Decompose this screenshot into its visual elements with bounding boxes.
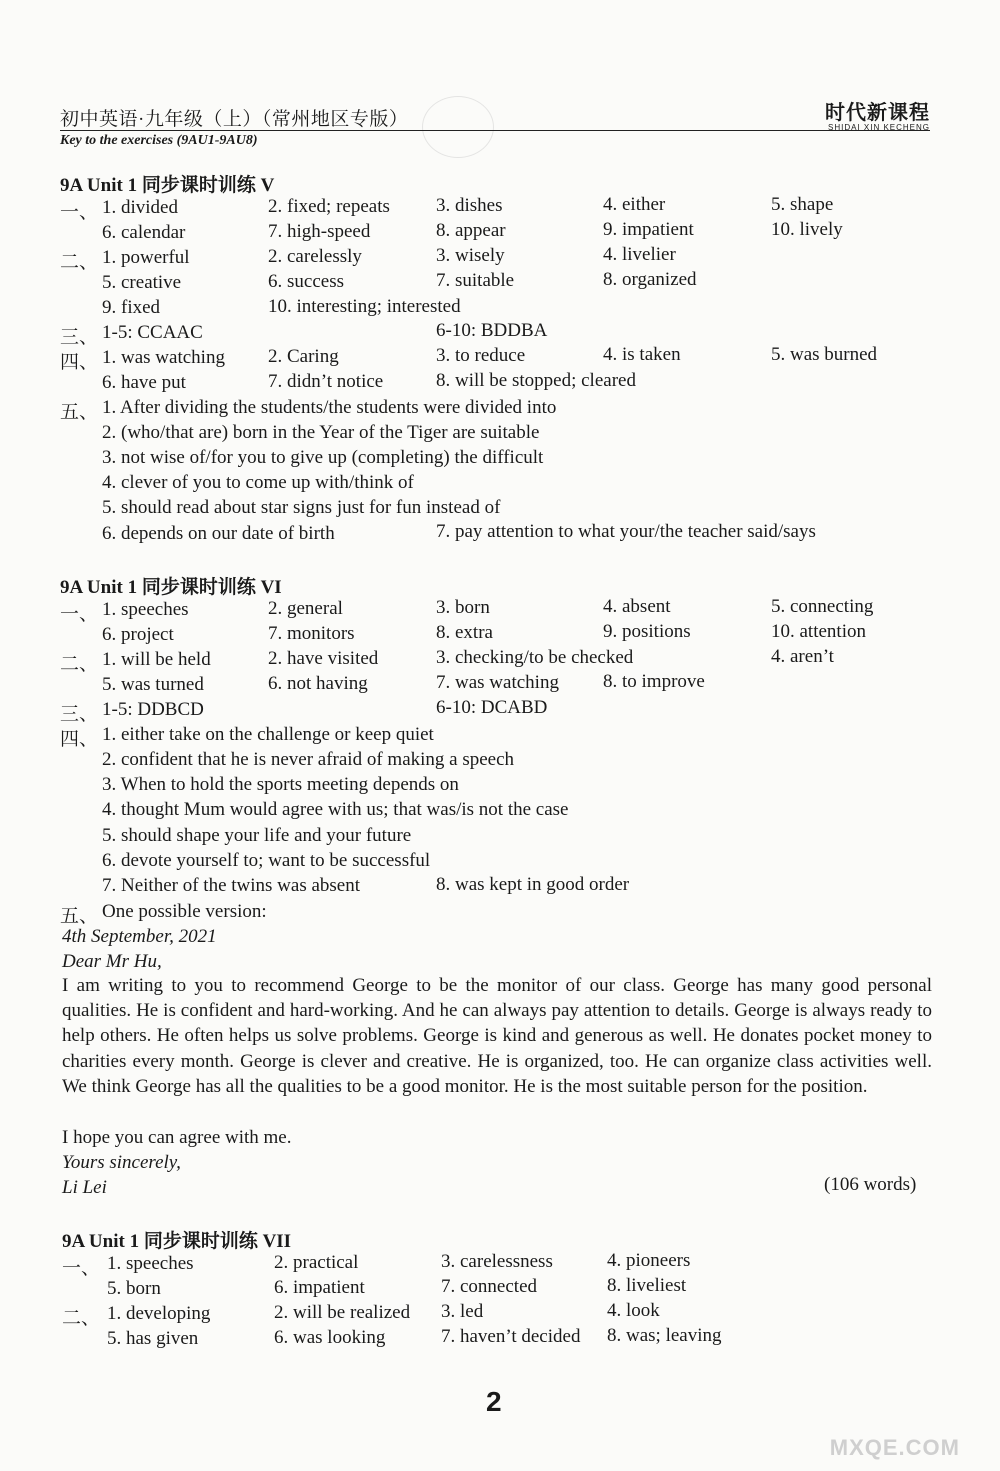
answer-item: 1-5: CCAAC (102, 322, 203, 343)
section-title-vii: 9A Unit 1 同步课时训练 VII (62, 1231, 292, 1252)
header-divider (60, 130, 930, 131)
page-header (60, 100, 930, 132)
section-title-v: 9A Unit 1 同步课时训练 V (60, 175, 275, 196)
brand-logo (825, 96, 930, 132)
answer-item: 8. liveliest (607, 1275, 687, 1296)
brand-pinyin: SHIDAI XIN KECHENG (827, 123, 930, 132)
key-line: Key to the exercises (9AU1-9AU8) (60, 133, 258, 148)
answer-item: 10. attention (771, 621, 866, 642)
answer-item: 7. connected (441, 1276, 538, 1297)
stamp-mark (422, 96, 494, 158)
answer-item: 2. carelessly (268, 246, 362, 267)
answer-item: 1. speeches (107, 1253, 194, 1274)
answer-item: 4. aren’t (771, 646, 834, 667)
answer-item: 3. checking/to be checked (436, 647, 634, 668)
answer-item: 5. was turned (102, 674, 204, 695)
part-label: 三、 (60, 326, 99, 348)
answer-item: 9. fixed (102, 297, 161, 318)
answer-item: 4. clever of you to come up with/think of (102, 472, 414, 493)
answer-item: 6. impatient (274, 1277, 365, 1298)
answer-item: 4. absent (603, 596, 671, 617)
watermark: MXQE.COM (829, 1435, 960, 1460)
answer-item: 5. creative (102, 272, 182, 293)
answer-item: 10. lively (771, 219, 843, 240)
letter-name: Li Lei (62, 1177, 107, 1198)
part-label: 二、 (60, 653, 99, 675)
answer-item: 6. devote yourself to; want to be successful (102, 850, 431, 871)
part-label: 二、 (62, 1307, 101, 1329)
answer-item: 7. didn’t notice (268, 371, 384, 392)
answer-item: 6-10: BDDBA (436, 320, 548, 341)
answer-item: 1. After dividing the students/the students were divided into (102, 397, 557, 418)
answer-item: 4. is taken (603, 344, 681, 365)
answer-item: 5. has given (107, 1328, 199, 1349)
answer-item: 4. thought Mum would agree with us; that was/is not the case (102, 799, 569, 820)
part-label: 一、 (62, 1257, 101, 1279)
answer-item: 6. not having (268, 673, 368, 694)
answer-item: 6. success (268, 271, 344, 292)
part-label: 一、 (60, 603, 99, 625)
answer-item: 8. was; leaving (607, 1325, 722, 1346)
answer-item: 1. powerful (102, 247, 190, 268)
part-label: 四、 (60, 351, 99, 373)
answer-item: 6. calendar (102, 222, 186, 243)
letter-greeting: Dear Mr Hu, (62, 951, 162, 972)
answer-item: 5. shape (771, 194, 834, 215)
answer-item: 5. connecting (771, 596, 874, 617)
section-title-vi: 9A Unit 1 同步课时训练 VI (60, 577, 282, 598)
answer-item: 2. have visited (268, 648, 379, 669)
answer-item: 7. was watching (436, 672, 559, 693)
answer-item: 2. practical (274, 1252, 359, 1273)
answer-item: 5. was burned (771, 344, 878, 365)
part-label: 五、 (60, 905, 99, 927)
brand-name: 时代新课程 (825, 100, 930, 124)
answer-item: 8. organized (603, 269, 697, 290)
part-label: 一、 (60, 201, 99, 223)
answer-item: 9. positions (603, 621, 691, 642)
answer-item: 4. look (607, 1300, 660, 1321)
answer-item: 3. wisely (436, 245, 505, 266)
answer-item: 3. led (441, 1301, 484, 1322)
answer-item: 8. was kept in good order (436, 874, 630, 895)
answer-item: 7. high-speed (268, 221, 371, 242)
answer-item: 1. was watching (102, 347, 225, 368)
answer-item: 8. to improve (603, 671, 705, 692)
answer-item: 2. confident that he is never afraid of making a speech (102, 749, 515, 770)
answer-item: 5. should read about star signs just for fun instead of (102, 497, 501, 518)
answer-item: 6. was looking (274, 1327, 386, 1348)
letter-date: 4th September, 2021 (62, 926, 217, 947)
word-count: (106 words) (824, 1174, 917, 1195)
letter-closing-line: I hope you can agree with me. (62, 1127, 292, 1148)
essay-intro: One possible version: (102, 901, 267, 922)
answer-item: 3. born (436, 597, 490, 618)
answer-item: 7. pay attention to what your/the teacher said/says (436, 521, 816, 542)
answer-item: 8. will be stopped; cleared (436, 370, 636, 391)
answer-item: 7. monitors (268, 623, 355, 644)
answer-item: 1-5: DDBCD (102, 699, 204, 720)
answer-item: 6. project (102, 624, 174, 645)
answer-item: 7. haven’t decided (441, 1326, 581, 1347)
answer-item: 10. interesting; interested (268, 296, 461, 317)
letter-signoff: Yours sincerely, (62, 1152, 181, 1173)
answer-item: 2. general (268, 598, 343, 619)
answer-item: 9. impatient (603, 219, 694, 240)
answer-item: 2. Caring (268, 346, 339, 367)
answer-item: 1. speeches (102, 599, 189, 620)
answer-item: 7. Neither of the twins was absent (102, 875, 361, 896)
part-label: 五、 (60, 401, 99, 423)
answer-item: 4. either (603, 194, 666, 215)
answer-item: 4. pioneers (607, 1250, 691, 1271)
part-label: 二、 (60, 251, 99, 273)
page-number: 2 (486, 1386, 502, 1417)
answer-item: 6. depends on our date of birth (102, 523, 335, 544)
answer-item: 3. When to hold the sports meeting depends on (102, 774, 459, 795)
answer-item: 7. suitable (436, 270, 515, 291)
letter-body: I am writing to you to recommend George to be the monitor of our class. George has many good personal qualities. He is confident and hard-working. And he can always pay attention to details. George is always ready to help others. He often helps us solve problems. George is kind and generous as well. He donates pocket money to charities every month. George is clever and creative. He is organized, too. He can organize class activities well. We think George has all the qualities to be a good monitor. He is the most suitable person for the position. (62, 975, 932, 1097)
answer-item: 2. (who/that are) born in the Year of the Tiger are suitable (102, 422, 540, 443)
answer-item: 6-10: DCABD (436, 697, 548, 718)
book-title: 初中英语·九年级（上）（常州地区专版） (60, 109, 409, 130)
answer-item: 5. born (107, 1278, 161, 1299)
answer-item: 1. will be held (102, 649, 211, 670)
answer-item: 8. extra (436, 622, 493, 643)
answer-item: 2. fixed; repeats (268, 196, 390, 217)
answer-item: 1. divided (102, 197, 178, 218)
answer-item: 4. livelier (603, 244, 676, 265)
part-label: 三、 (60, 703, 99, 725)
answer-item: 3. carelessness (441, 1251, 553, 1272)
answer-item: 3. dishes (436, 195, 503, 216)
answer-item: 5. should shape your life and your future (102, 825, 412, 846)
answer-item: 6. have put (102, 372, 186, 393)
answer-item: 1. either take on the challenge or keep quiet (102, 724, 434, 745)
part-label: 四、 (60, 728, 99, 750)
answer-item: 3. to reduce (436, 345, 526, 366)
answer-item: 8. appear (436, 220, 506, 241)
answer-item: 3. not wise of/for you to give up (completing) the difficult (102, 447, 544, 468)
answer-item: 1. developing (107, 1303, 211, 1324)
answer-item: 2. will be realized (274, 1302, 411, 1323)
